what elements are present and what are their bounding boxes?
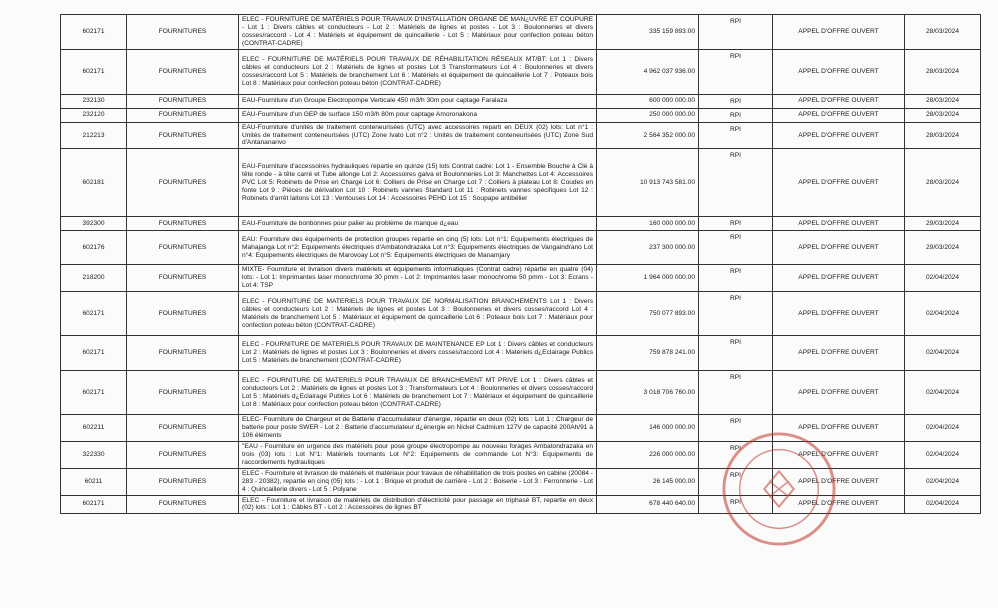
row-date: 29/03/2024 <box>905 231 981 265</box>
row-description: EAU: Fourniture des équipements de protection groupes repartie en cinq (5) lots: Lot n°1: Equipements électriques de Mahajanga Lot n°2: Equipements électriques d'Ambatondrazaka Lot n°3: Equipements électriques de Vangaindrano Lot n°4: Equipements électriques de Marovoay Lot n°5: Equipements électriques de Manamjary <box>239 231 597 265</box>
row-description: ELEC - Fourniture et livraison de matériels de distribution d'électricité pour passage en triphasé BT, repartie en deux (02) lots : Lot 1 : Câbles BT - Lot 2 : Accessoires de lignes BT <box>239 495 597 514</box>
row-code: 392300 <box>61 217 127 231</box>
row-mode: APPEL D'OFFRE OUVERT <box>773 336 905 371</box>
row-method: RPI <box>699 415 773 442</box>
row-description: EAU-Fourniture d'un GEP de surface 150 m3/h 80m pour captage Amoronakona <box>239 108 597 122</box>
row-description: ELEC- Fourniture de Chargeur et de Batterie d'accumulateur d'énergie, répartie en deux (02) lots : Lot 1 : Chargeur de batterie pour poste SWER - Lot 2 : Batterie d'accumulateur d¿énergie en Nickel Cadmium 127V de capacité 200Ah/91 à 106 éléments <box>239 415 597 442</box>
row-amount: 237 300 000.00 <box>597 231 699 265</box>
row-type: FOURNITURES <box>127 49 239 94</box>
row-method: RPI <box>699 217 773 231</box>
row-method: RPI <box>699 15 773 50</box>
row-amount: 750 077 893.00 <box>597 292 699 336</box>
row-code: 322330 <box>61 442 127 469</box>
row-method: RPI <box>699 336 773 371</box>
row-code: 602171 <box>61 495 127 514</box>
table-row <box>61 371 981 415</box>
table-row <box>61 292 981 336</box>
row-code: 602171 <box>61 292 127 336</box>
row-date: 02/04/2024 <box>905 442 981 469</box>
row-amount: 10 913 743 581.00 <box>597 149 699 217</box>
row-type: FOURNITURES <box>127 292 239 336</box>
row-amount: 335 159 893.00 <box>597 15 699 50</box>
row-description: MIXTE- Fourniture et livraison divers matériels et équipements informatiques (Contrat cadre) répartie en quatre (04) lots: - Lot 1: Imprimantes laser monochrome 30 pmm - Lot 2: Imprimantes laser monochrome 50 pmm - Lot 3: Ecrans - Lot 4: TSP <box>239 265 597 292</box>
row-date: 28/03/2024 <box>905 108 981 122</box>
row-mode: APPEL D'OFFRE OUVERT <box>773 265 905 292</box>
row-description: ELEC - FOURNITURE DE MATÉRIELS POUR TRAVAUX D'INSTALLATION ORGANE DE MAN¿UVRE ET COUPURE - Lot 1 : Divers câbles et conducteurs - Lot 2 : Matériels de lignes et postes - Lot 3 : Boulonneries et divers cosses/raccord - Lot 4 : Matériels et équipement de quincaillerie - Lot 5 : Matériaux pour confection poteau béton (CONTRAT-CADRE) <box>239 15 597 50</box>
row-type: FOURNITURES <box>127 336 239 371</box>
row-code: 218200 <box>61 265 127 292</box>
table-row <box>61 15 981 50</box>
row-amount: 146 000 000.00 <box>597 415 699 442</box>
row-code: 232120 <box>61 108 127 122</box>
row-description: EAU-Fourniture de bonbonnes pour palier au problème de manque d¿eau <box>239 217 597 231</box>
row-type: FOURNITURES <box>127 108 239 122</box>
row-description: EAU-Fourniture d'accessoires hydrauliques repartie en quinze (15) lots Contrat cadre: Lot 1 - Ensemble Bouche à Clé à tête ronde - à tête carré et Tube allonge Lot 2: Accessoires galva et Boulonneries Lot 3: Manchettes Lot 4: Accessoires PVC Lot 5: Robinets de Prise en Charge Lot 6: Colliers de Prise en Charge Lot 7 : Colliers à plateau Lot 8: Coudes en fonte Lot 9 : Pièces de dérivation Lot 10 : Robinets vannes Standard Lot 11 : Robinets vannes spécifiques Lot 12 : Robinets d'arrêt laitons Lot 13 : Ventouses Lot 14 : Accessoires PEHD Lot 15 : Soupape antibélier <box>239 149 597 217</box>
table-row <box>61 94 981 108</box>
row-date: 02/04/2024 <box>905 415 981 442</box>
row-code: 232130 <box>61 94 127 108</box>
row-type: FOURNITURES <box>127 442 239 469</box>
row-method: RPI <box>699 265 773 292</box>
row-mode: APPEL D'OFFRE OUVERT <box>773 49 905 94</box>
row-method: RPI <box>699 49 773 94</box>
row-type: FOURNITURES <box>127 15 239 50</box>
row-date: 28/03/2024 <box>905 149 981 217</box>
row-date: 02/04/2024 <box>905 292 981 336</box>
row-type: FOURNITURES <box>127 231 239 265</box>
table-row <box>61 468 981 495</box>
row-amount: 160 000 000.00 <box>597 217 699 231</box>
row-amount: 226 000 000.00 <box>597 442 699 469</box>
row-method: RPI <box>699 495 773 514</box>
row-amount: 4 962 037 936.00 <box>597 49 699 94</box>
row-description: EAU-Fourniture d'un Groupe Electropompe Verticale 450 m3/h 30m pour captage Faralaza <box>239 94 597 108</box>
row-mode: APPEL D'OFFRE OUVERT <box>773 94 905 108</box>
table-row <box>61 149 981 217</box>
row-date: 02/04/2024 <box>905 265 981 292</box>
row-code: 602176 <box>61 231 127 265</box>
row-method: RPI <box>699 122 773 149</box>
procurement-table <box>60 14 981 514</box>
table-row <box>61 336 981 371</box>
row-mode: APPEL D'OFFRE OUVERT <box>773 15 905 50</box>
row-type: FOURNITURES <box>127 122 239 149</box>
row-amount: 678 440 640.00 <box>597 495 699 514</box>
row-type: FOURNITURES <box>127 495 239 514</box>
row-type: FOURNITURES <box>127 94 239 108</box>
row-type: FOURNITURES <box>127 265 239 292</box>
row-description: ELEC - FOURNITURE DE MATERIELS POUR TRAVAUX DE BRANCHEMENT MT PRIVE Lot 1 : Divers câbles et conducteurs Lot 2 : Matériels de lignes et postes Lot 3 : Transformateurs Lot 4 : Boulonneries et divers cosses/raccord Lot 5 : Matériels d¿Eclairage Publics Lot 6 : Matériels de branchement Lot 7 : Matériaux et équipement de quincaillerie Lot 8 : Matériaux pour confection poteau béton (CONTRAT-CADRE) <box>239 371 597 415</box>
row-mode: APPEL D'OFFRE OUVERT <box>773 468 905 495</box>
row-mode: APPEL D'OFFRE OUVERT <box>773 495 905 514</box>
row-method: RPI <box>699 94 773 108</box>
row-date: 02/04/2024 <box>905 495 981 514</box>
row-method: RPI <box>699 292 773 336</box>
row-description: ELEC - FOURNITURE DE MATÉRIELS POUR TRAVAUX DE RÉHABILITATION RÉSEAUX MT/BT: Lot 1 : Divers câbles et conducteurs Lot 2 : Matériels de lignes et postes Lot 3 Transformateurs Lot 4 : Boulonneries et divers cosses/raccord Lot 5 : Matériels de branchement Lot 6 : Matériels et équipement de quincaillerie Lot 7 : Poteaux bois Lot 8 : Matériaux pour confection poteau béton (CONTRAT-CADRE) <box>239 49 597 94</box>
table-row <box>61 231 981 265</box>
row-method: RPI <box>699 371 773 415</box>
table-row <box>61 442 981 469</box>
row-amount: 26 145 000.00 <box>597 468 699 495</box>
row-code: 602171 <box>61 49 127 94</box>
row-date: 28/03/2024 <box>905 15 981 50</box>
row-code: 602211 <box>61 415 127 442</box>
row-code: 602171 <box>61 336 127 371</box>
row-date: 28/03/2024 <box>905 122 981 149</box>
row-method: RPI <box>699 468 773 495</box>
row-description: ELEC - Fourniture et livraison de matériels et matériaux pour travaux de réhabilitation de trois postes en cabine (20084 - 283 - 20382), repartie en cinq (05) lots : - Lot 1 : Brique et produit de carrière - Lot 2 : Boiserie - Lot 3 : Ferronnerie - Lot 4 : Quincaillerie divers - Lot 5 : Polyane <box>239 468 597 495</box>
row-amount: 3 018 706 760.00 <box>597 371 699 415</box>
row-mode: APPEL D'OFFRE OUVERT <box>773 442 905 469</box>
row-mode: APPEL D'OFFRE OUVERT <box>773 415 905 442</box>
row-amount: 250 000 000.00 <box>597 108 699 122</box>
row-code: 602181 <box>61 149 127 217</box>
row-mode: APPEL D'OFFRE OUVERT <box>773 122 905 149</box>
row-date: 28/03/2024 <box>905 94 981 108</box>
row-amount: 600 000 000.00 <box>597 94 699 108</box>
row-type: FOURNITURES <box>127 468 239 495</box>
row-type: FOURNITURES <box>127 371 239 415</box>
row-date: 29/03/2024 <box>905 217 981 231</box>
row-description: EAU-Fourniture d'unités de traitement conteneurisées (UTC) avec accessoires reparti en DEUX (02) lots: Lot n°1 : Unités de traitement conteneurisées (UTC) Zone Ivato Lot n°2 : Unités de traitement conteneurisées (UTC) Zone Sud d'Antananarivo <box>239 122 597 149</box>
row-type: FOURNITURES <box>127 217 239 231</box>
row-code: 602171 <box>61 15 127 50</box>
row-method: RPI <box>699 149 773 217</box>
row-date: 02/04/2024 <box>905 371 981 415</box>
table-row <box>61 415 981 442</box>
row-mode: APPEL D'OFFRE OUVERT <box>773 108 905 122</box>
row-method: RPI <box>699 442 773 469</box>
row-type: FOURNITURES <box>127 149 239 217</box>
row-code: 602171 <box>61 371 127 415</box>
row-mode: APPEL D'OFFRE OUVERT <box>773 217 905 231</box>
row-type: FOURNITURES <box>127 415 239 442</box>
row-mode: APPEL D'OFFRE OUVERT <box>773 292 905 336</box>
table-row <box>61 122 981 149</box>
row-date: 02/04/2024 <box>905 336 981 371</box>
row-mode: APPEL D'OFFRE OUVERT <box>773 149 905 217</box>
row-amount: 759 878 241.00 <box>597 336 699 371</box>
row-method: RPI <box>699 108 773 122</box>
row-mode: APPEL D'OFFRE OUVERT <box>773 371 905 415</box>
row-description: ELEC - FOURNITURE DE MATERIELS POUR TRAVAUX DE NORMALISATION BRANCHEMENTS Lot 1 : Divers câbles et conducteurs Lot 2 : Matériels de lignes et postes Lot 3 : Boulonneries et divers cosses/raccord Lot 4 : Matériels de branchement Lot 5 : Matériaux et équipement de quincaillerie Lot 6 : Poteaux bois Lot 7 : Matériaux pour confection poteau béton (CONTRAT-CADRE) <box>239 292 597 336</box>
row-amount: 1 964 000 000.00 <box>597 265 699 292</box>
row-date: 02/04/2024 <box>905 468 981 495</box>
row-method: RPI <box>699 231 773 265</box>
table-row <box>61 217 981 231</box>
row-code: 212213 <box>61 122 127 149</box>
table-row <box>61 49 981 94</box>
row-amount: 2 564 352 000.00 <box>597 122 699 149</box>
row-mode: APPEL D'OFFRE OUVERT <box>773 231 905 265</box>
row-code: 60211 <box>61 468 127 495</box>
row-description: ELEC - FOURNITURE DE MATERIELS POUR TRAVAUX DE MAINTENANCE EP Lot 1 : Divers câbles et conducteurs Lot 2 : Matériels de lignes et postes Lot 3 : Boulonneries et divers cosses/raccord Lot 4 : Matériels d¿Eclairage Publics Lot 5 : Matériels de branchement (CONTRAT-CADRE) <box>239 336 597 371</box>
procurement-table-body <box>61 15 981 514</box>
table-row <box>61 108 981 122</box>
table-row <box>61 495 981 514</box>
row-date: 28/03/2024 <box>905 49 981 94</box>
row-description: "EAU - Fourniture en urgence des matériels pour pose groupe électropompe au nouveau forages Ambatondrazaka en trois (03) lots : Lot N°1: Matériels tournants Lot N°2: Equipements de commande Lot N°3: Equipements de raccordements hydrauliques <box>239 442 597 469</box>
table-row <box>61 265 981 292</box>
